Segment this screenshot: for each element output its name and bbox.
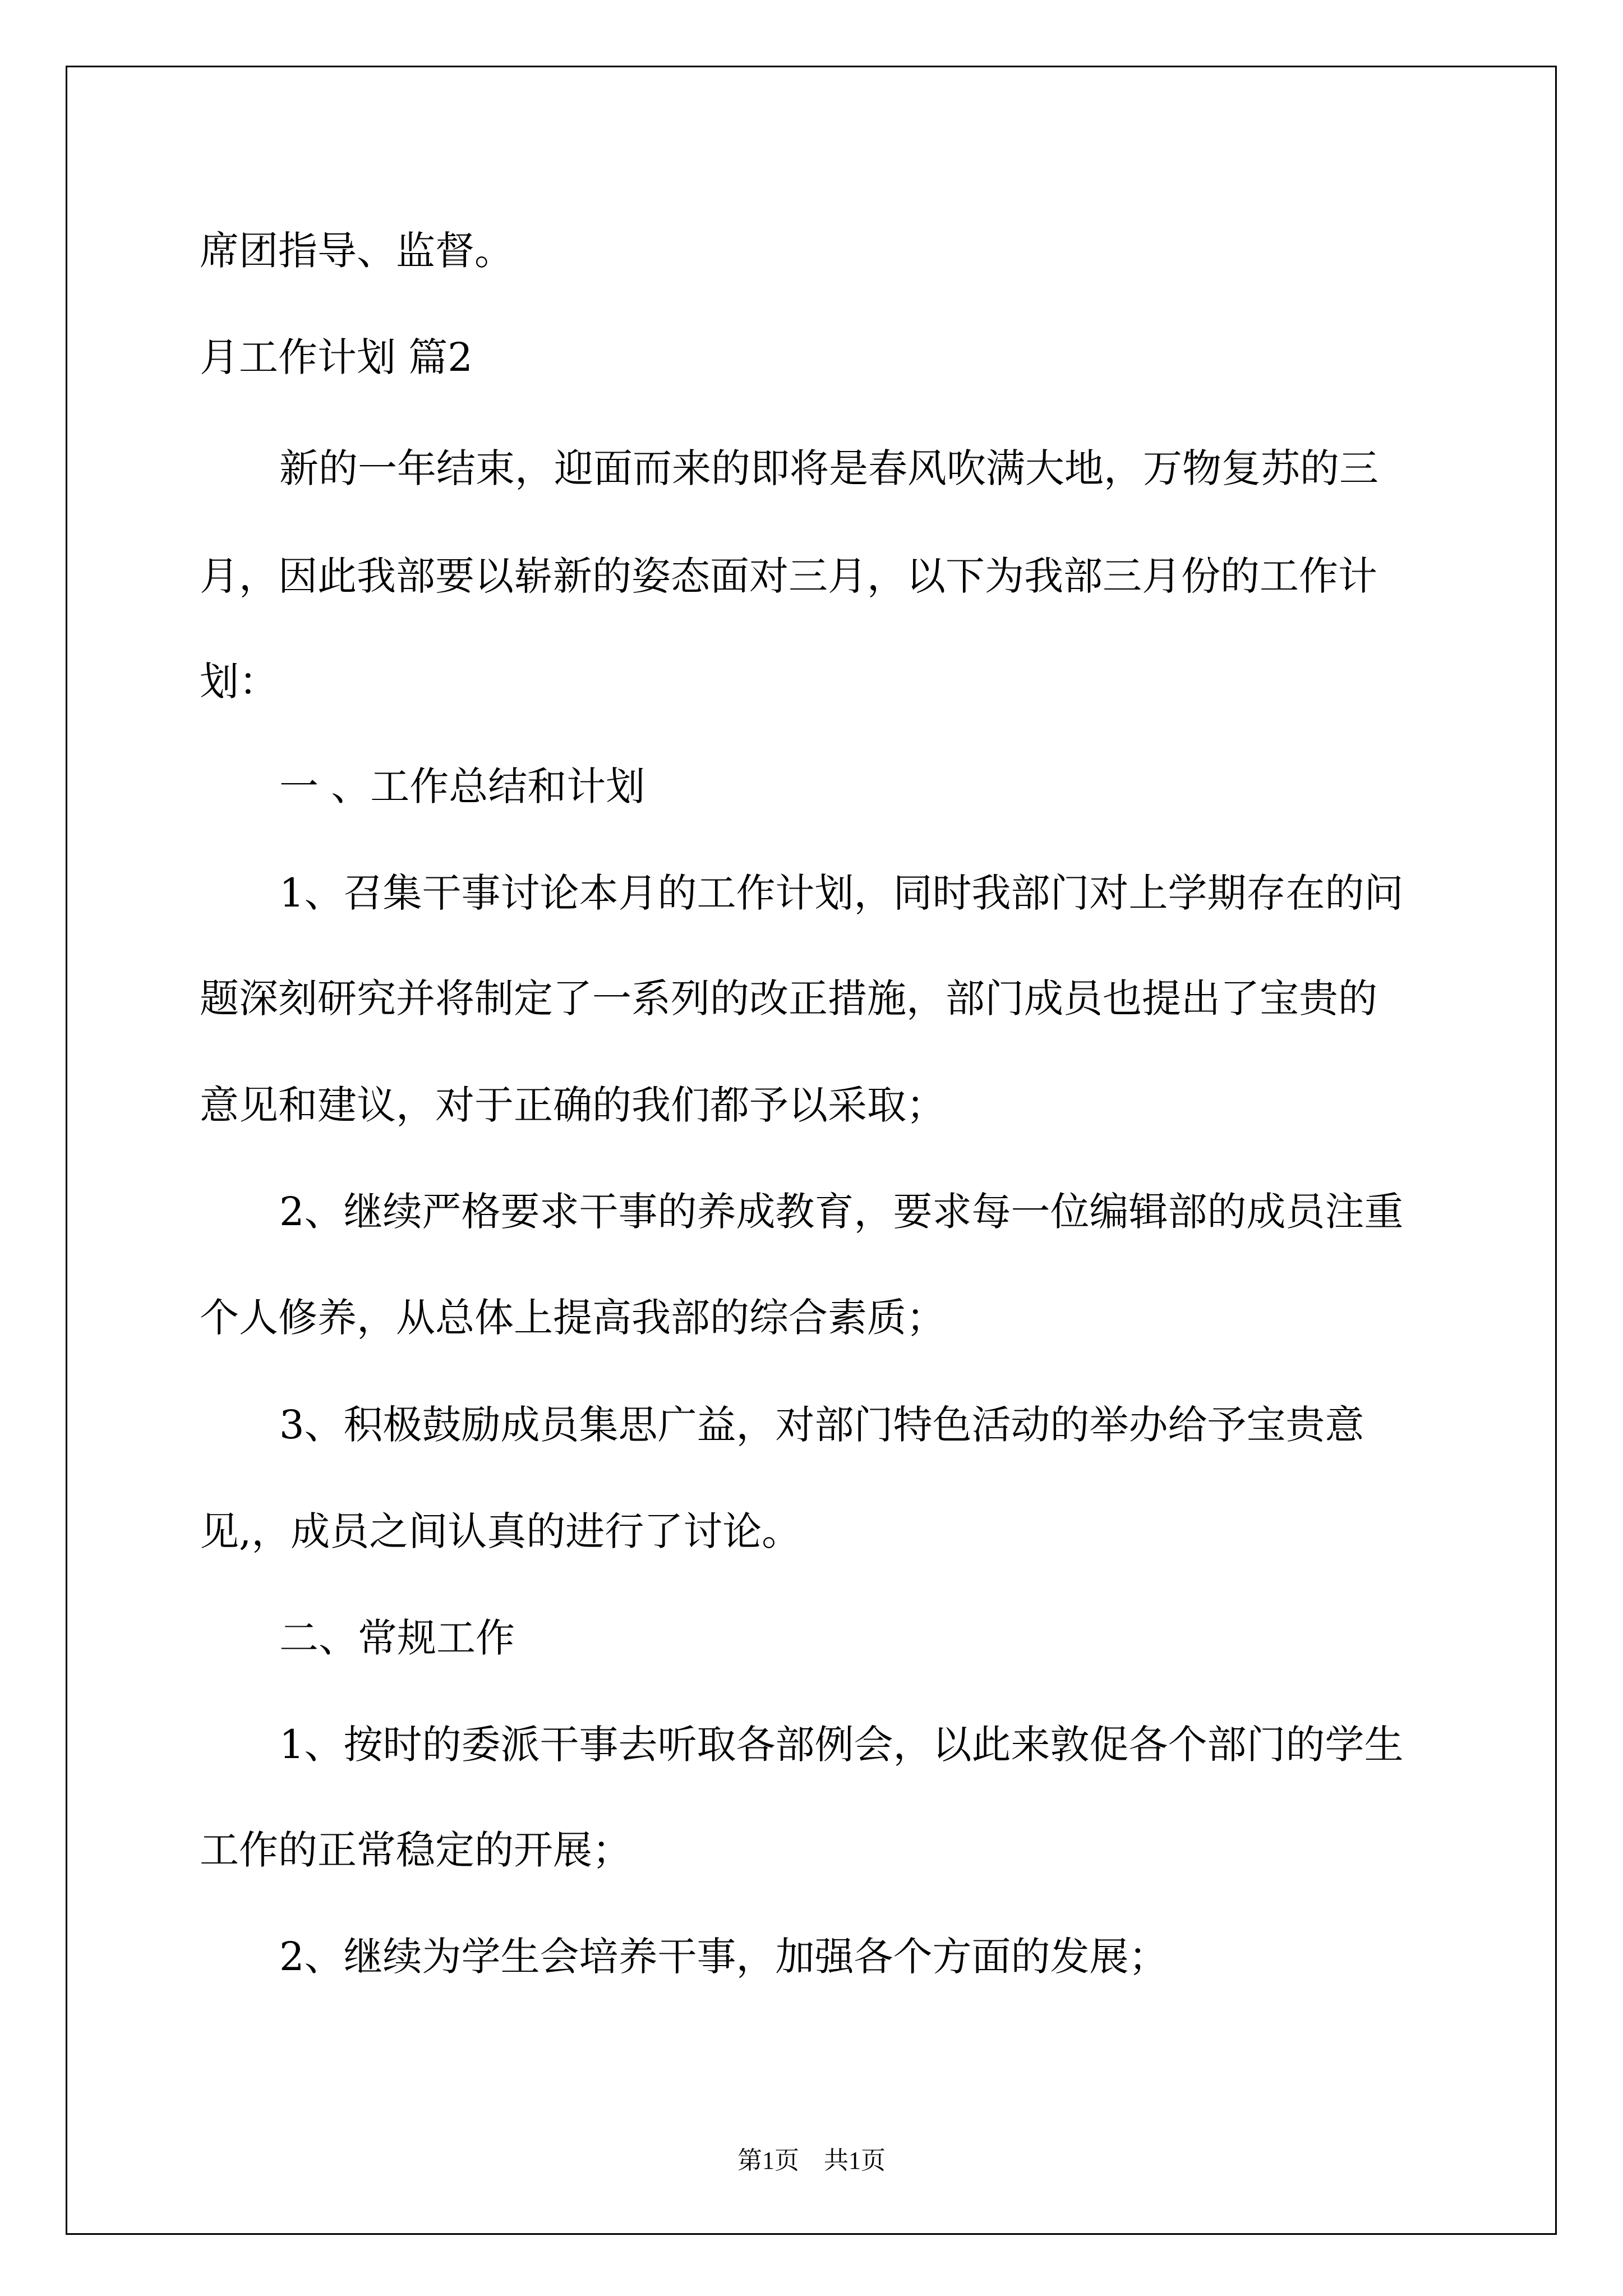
text-line: 见,，成员之间认真的进行了讨论。	[200, 1508, 801, 1554]
text-line: 3、积极鼓励成员集思广益，对部门特色活动的举办给予宝贵意	[279, 1402, 1364, 1448]
subheading: 二、常规工作	[279, 1615, 515, 1661]
text-line: 月，因此我部要以崭新的姿态面对三月，以下为我部三月份的工作计	[200, 553, 1377, 599]
page-border	[66, 66, 1557, 2235]
section-heading: 月工作计划 篇2	[200, 334, 473, 380]
text-line: 划：	[200, 659, 278, 705]
text-line: 2、继续严格要求干事的养成教育，要求每一位编辑部的成员注重	[279, 1189, 1404, 1235]
text-line: 1、召集干事讨论本月的工作计划，同时我部门对上学期存在的问	[279, 870, 1404, 916]
subheading: 一 、工作总结和计划	[279, 763, 645, 809]
text-line: 意见和建议，对于正确的我们都予以采取；	[200, 1082, 946, 1128]
text-line: 2、继续为学生会培养干事，加强各个方面的发展；	[279, 1934, 1168, 1980]
text-line: 新的一年结束，迎面而来的即将是春风吹满大地，万物复苏的三	[279, 445, 1378, 491]
text-line: 席团指导、监督。	[200, 228, 514, 274]
page-footer: 第1页 共1页	[737, 2147, 886, 2174]
text-line: 个人修养，从总体上提高我部的综合素质；	[200, 1295, 946, 1341]
text-line: 题深刻研究并将制定了一系列的改正措施，部门成员也提出了宝贵的	[200, 976, 1377, 1022]
text-line: 工作的正常稳定的开展；	[200, 1827, 631, 1873]
text-line: 1、按时的委派干事去听取各部例会，以此来敦促各个部门的学生	[279, 1722, 1404, 1768]
